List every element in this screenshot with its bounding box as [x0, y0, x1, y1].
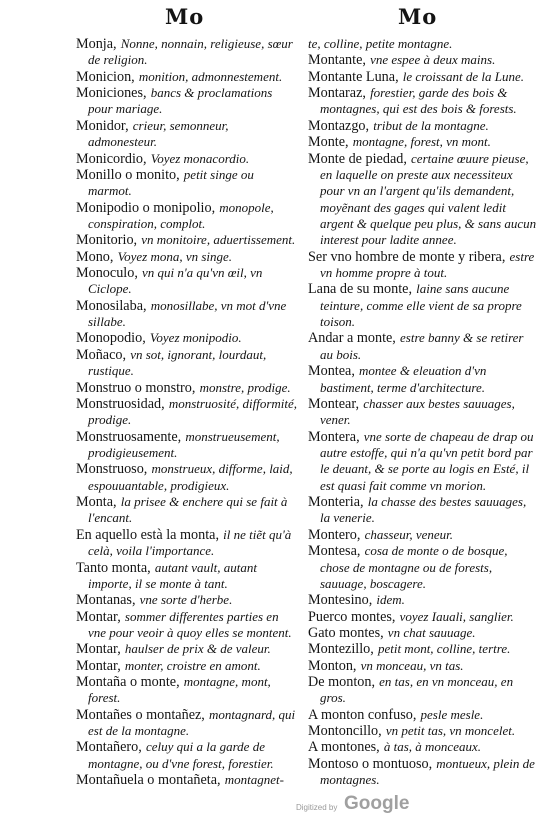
entry-headword: Montezillo, [308, 641, 374, 658]
dictionary-entry [76, 200, 298, 233]
dictionary-entry [76, 69, 298, 85]
entry-headword: Puerco montes, [308, 608, 396, 625]
entry-definition: monstrueusement, prodigieusement. [88, 428, 280, 460]
entry-definition: vn monceau, vn tas. [360, 657, 464, 673]
dictionary-entry [76, 167, 298, 200]
dictionary-entry [76, 347, 298, 380]
entry-definition: monosillabe, vn mot d'vne sillabe. [88, 297, 287, 330]
entry-headword: Monopodio, [76, 330, 146, 347]
dictionary-entry [76, 461, 298, 494]
entry-definition: certaine œuure pieuse, en laquelle on preste aux necessiteux pour vn an l'argent qu'ils demandent, moyẽnant des gages qui valent ledit argent & quelque peu plus, & sans aucun interest pour ladite annee. [320, 150, 537, 248]
dictionary-entry [308, 118, 538, 134]
entry-definition: montee & eleuation d'vn bastiment, terme d'architecture. [320, 363, 487, 395]
entry-definition: vn monitoire, aduertissement. [141, 232, 296, 248]
dictionary-entry [308, 134, 538, 150]
entry-headword: Monosilaba, [76, 297, 147, 314]
entry-definition: montagnard, qui est de la montagne. [88, 706, 296, 739]
entry-headword: De monton, [308, 674, 375, 691]
dictionary-entry [308, 429, 538, 494]
entry-headword: Montazgo, [308, 117, 370, 134]
entry-definition: vne espee à deux mains. [370, 52, 496, 68]
entry-definition: monstrueux, difforme, laid, espouuantable, prodigieux. [88, 461, 293, 493]
entry-definition: petit singe ou marmot. [88, 166, 254, 199]
dictionary-entry [76, 85, 298, 118]
entry-headword: Gato montes, [308, 624, 384, 641]
dictionary-entry [308, 52, 538, 68]
dictionary-entry [308, 592, 538, 608]
entry-headword: Monteria, [308, 494, 364, 511]
entry-headword: Monstruo o monstro, [76, 379, 196, 396]
entry-definition: monter, croistre en amont. [124, 657, 261, 673]
entry-definition: haulser de prix & de valeur. [124, 641, 271, 657]
entry-definition: chasseur, veneur. [364, 526, 454, 542]
dictionary-entry [76, 429, 298, 462]
dictionary-entry [76, 330, 298, 346]
entry-definition: vne sorte d'herbe. [139, 592, 233, 608]
dictionary-entry [308, 543, 538, 592]
dictionary-entry [76, 641, 298, 657]
dictionary-entry [308, 723, 538, 739]
entry-headword: Monte, [308, 134, 349, 151]
dictionary-entry [308, 707, 538, 723]
entry-headword: Montañuela o montañeta, [76, 772, 221, 789]
entry-headword: En aquello està la monta, [76, 526, 220, 543]
entry-definition: en tas, en vn monceau, en gros. [320, 674, 514, 706]
entry-definition: vne sorte de chapeau de drap ou autre estoffe, qui n'a qu'vn petit bord par le deuant, & se porte au logis en Esté, il est quasi fait comme vn morion. [320, 428, 534, 493]
entry-headword: Montanas, [76, 592, 136, 609]
entry-definition: vn qui n'a qu'vn œil, vn Ciclope. [88, 265, 263, 297]
entry-headword: Montañes o montañez, [76, 706, 205, 723]
dictionary-entry [308, 36, 538, 52]
dictionary-entry [308, 363, 538, 396]
entry-headword: A montones, [308, 739, 380, 756]
dictionary-entry [76, 609, 298, 642]
entry-definition: la prisee & enchere qui se fait à l'encant. [88, 494, 288, 526]
digitized-by-label: Digitized by [296, 803, 338, 812]
entry-headword: Lana de su monte, [308, 281, 413, 298]
entry-headword: Moñaco, [76, 346, 127, 363]
entry-headword: Montesino, [308, 592, 373, 609]
entry-headword: Montaraz, [308, 85, 366, 102]
entry-definition: monstruosité, difformité, prodige. [88, 395, 298, 428]
dictionary-entry [76, 592, 298, 608]
entry-definition: laine sans aucune teinture, comme elle vient de sa propre toison. [320, 281, 522, 330]
dictionary-entry [308, 85, 538, 118]
dictionary-entry [76, 674, 298, 707]
dictionary-entry [308, 151, 538, 249]
entry-definition: Voyez monipodio. [149, 330, 242, 346]
dictionary-entry [308, 756, 538, 789]
dictionary-entry [308, 609, 538, 625]
dictionary-entry [76, 707, 298, 740]
entry-headword: Monta, [76, 494, 117, 511]
dictionary-entry [76, 527, 298, 560]
digitization-watermark [296, 793, 436, 821]
dictionary-entry [308, 674, 538, 707]
dictionary-entry [308, 396, 538, 429]
dictionary-entry [76, 265, 298, 298]
entry-headword: Montañero, [76, 739, 142, 756]
entry-definition: te, colline, petite montagne. [308, 36, 453, 51]
entry-headword: Monipodio o monipolio, [76, 199, 216, 216]
dictionary-entry [76, 396, 298, 429]
right-column [308, 36, 538, 789]
entry-definition: estre vn homme propre à tout. [320, 248, 535, 281]
dictionary-entry [308, 249, 538, 282]
left-column [76, 36, 298, 789]
dictionary-entry [76, 380, 298, 396]
entry-headword: Montaña o monte, [76, 674, 180, 691]
entry-definition: cosa de monte o de bosque, chose de montagne ou de forests, sauuage, boscagere. [320, 543, 508, 591]
left-running-head: Mo [165, 4, 205, 29]
entry-headword: Monidor, [76, 117, 129, 134]
entry-headword: Monillo o monito, [76, 166, 180, 183]
entry-definition: vn chat sauuage. [387, 624, 476, 640]
dictionary-entry [308, 69, 538, 85]
entry-definition: Voyez mona, vn singe. [117, 248, 233, 264]
entry-definition: bancs & proclamations pour mariage. [88, 85, 273, 117]
entry-definition: Voyez monacordio. [150, 150, 250, 166]
entry-definition: voyez Iauali, sanglier. [399, 608, 514, 624]
entry-headword: Montar, [76, 608, 121, 625]
dictionary-entry [76, 298, 298, 331]
running-heads [0, 4, 555, 34]
entry-headword: Montar, [76, 641, 121, 658]
entry-definition: vn petit tas, vn moncelet. [385, 723, 516, 739]
entry-headword: Andar a monte, [308, 330, 396, 347]
entry-definition: pesle mesle. [420, 706, 484, 722]
entry-definition: montagne, forest, vn mont. [352, 134, 491, 150]
entry-definition: vn sot, ignorant, lourdaut, rustique. [88, 346, 267, 379]
entry-headword: Moniciones, [76, 85, 147, 102]
entry-headword: Montoso o montuoso, [308, 755, 433, 772]
entry-definition: autant vault, autant importe, il se monte à tant. [88, 559, 258, 591]
dictionary-entry [76, 494, 298, 527]
entry-headword: Monicordio, [76, 150, 147, 167]
entry-headword: Montante Luna, [308, 68, 399, 85]
entry-definition: petit mont, colline, tertre. [377, 641, 511, 657]
entry-definition: tribut de la montagne. [373, 117, 489, 133]
entry-headword: Montesa, [308, 543, 361, 560]
entry-definition: il ne tiẽt qu'à celà, voila l'importance. [88, 526, 292, 559]
dictionary-entry [308, 527, 538, 543]
entry-headword: Monstruosidad, [76, 395, 165, 412]
entry-definition: celuy qui a la garde de montagne, ou d'vne forest, forestier. [88, 739, 274, 771]
entry-headword: A monton confuso, [308, 706, 417, 723]
entry-headword: Montea, [308, 363, 355, 380]
entry-headword: Monte de piedad, [308, 150, 407, 167]
entry-definition: estre banny & se retirer au bois. [320, 330, 524, 362]
dictionary-entry [308, 625, 538, 641]
entry-definition: montueux, plein de montagnes. [320, 755, 535, 788]
dictionary-entry [76, 232, 298, 248]
entry-definition: monition, admonnestement. [138, 68, 283, 84]
entry-headword: Monstruoso, [76, 461, 148, 478]
right-running-head: Mo [398, 4, 438, 29]
entry-headword: Montar, [76, 657, 121, 674]
entry-definition: à tas, à monceaux. [383, 739, 481, 755]
entry-headword: Tanto monta, [76, 559, 151, 576]
entry-headword: Mono, [76, 248, 114, 265]
entry-definition: le croissant de la Lune. [402, 68, 524, 84]
entry-definition: la chasse des bestes sauuages, la venerie. [320, 494, 527, 526]
entry-definition: idem. [376, 592, 405, 608]
dictionary-entry [308, 330, 538, 363]
entry-definition: Nonne, nonnain, religieuse, sœur de religion. [88, 36, 293, 68]
entry-definition: montagne, mont, forest. [88, 674, 271, 706]
entry-definition: crieur, semonneur, admonesteur. [88, 117, 229, 150]
entry-headword: Montoncillo, [308, 723, 382, 740]
dictionary-entry [76, 151, 298, 167]
dictionary-entry [308, 658, 538, 674]
dictionary-entry [76, 739, 298, 772]
dictionary-entry [76, 772, 298, 788]
entry-headword: Monoculo, [76, 265, 138, 282]
entry-definition: monopole, conspiration, complot. [88, 199, 274, 231]
entry-definition: forestier, garde des bois & montagnes, qui est des bois & forests. [320, 85, 517, 117]
entry-definition: sommer differentes parties en vne pour veoir à quoy elles se montent. [88, 608, 292, 640]
google-logo: Google [344, 793, 410, 814]
entry-headword: Monstruosamente, [76, 428, 182, 445]
entry-definition: montagnet- [224, 772, 284, 788]
dictionary-entry [76, 118, 298, 151]
entry-headword: Montera, [308, 428, 360, 445]
entry-definition: monstre, prodige. [199, 379, 291, 395]
dictionary-entry [76, 249, 298, 265]
entry-headword: Montero, [308, 526, 361, 543]
dictionary-entry [76, 560, 298, 593]
entry-headword: Monicion, [76, 68, 135, 85]
dictionary-entry [308, 281, 538, 330]
entry-headword: Monton, [308, 657, 357, 674]
entry-headword: Ser vno hombre de monte y ribera, [308, 248, 506, 265]
dictionary-entry [76, 36, 298, 69]
dictionary-entry [308, 641, 538, 657]
dictionary-entry [308, 494, 538, 527]
entry-headword: Monja, [76, 36, 117, 52]
entry-definition: chasser aux bestes sauuages, vener. [320, 395, 515, 428]
dictionary-entry [76, 658, 298, 674]
entry-headword: Montante, [308, 52, 366, 69]
dictionary-entry [308, 739, 538, 755]
entry-headword: Montear, [308, 395, 360, 412]
entry-headword: Monitorio, [76, 232, 138, 249]
